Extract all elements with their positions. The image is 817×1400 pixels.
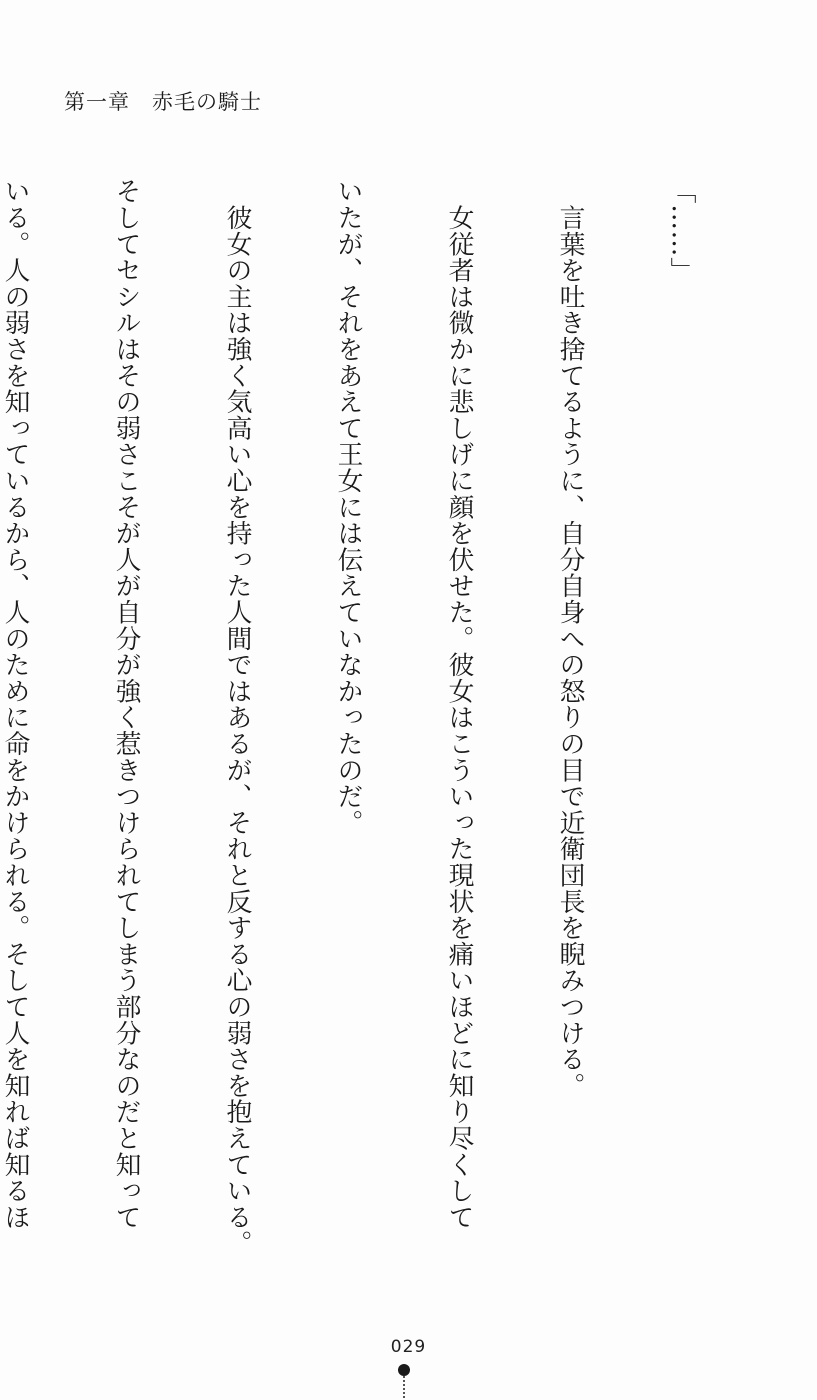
text-line: 「……」 (666, 178, 696, 284)
text-line: 言葉を吐き捨てるように、自分自身への怒りの目で近衛団長を睨みつける。 (555, 178, 585, 1099)
text-line: 女従者は微かに悲しげに顔を伏せた。彼女はこういった現状を痛いほどに知り尽くして (444, 178, 474, 1230)
chapter-header (64, 86, 262, 116)
page-number: 029 (390, 1337, 427, 1357)
page-marker-dot (398, 1364, 410, 1376)
page-marker-line (403, 1376, 405, 1400)
text-line: そしてセシルはその弱さこそが人が自分が強く惹きつけられてしまう部分なのだと知って (111, 178, 141, 1230)
text-line: いる。人の弱さを知っているから、人のために命をかけられる。そして人を知れば知るほ (0, 178, 30, 1230)
vertical-body-text (0, 178, 773, 1288)
chapter-title: 赤毛の騎士 (152, 90, 262, 114)
text-line: いたが、それをあえて王女には伝えていなかったのだ。 (333, 178, 363, 836)
chapter-number: 第一章 (64, 90, 130, 114)
text-line: 彼女の主は強く気高い心を持った人間ではあるが、それと反する心の弱さを抱えている。 (222, 178, 252, 1257)
